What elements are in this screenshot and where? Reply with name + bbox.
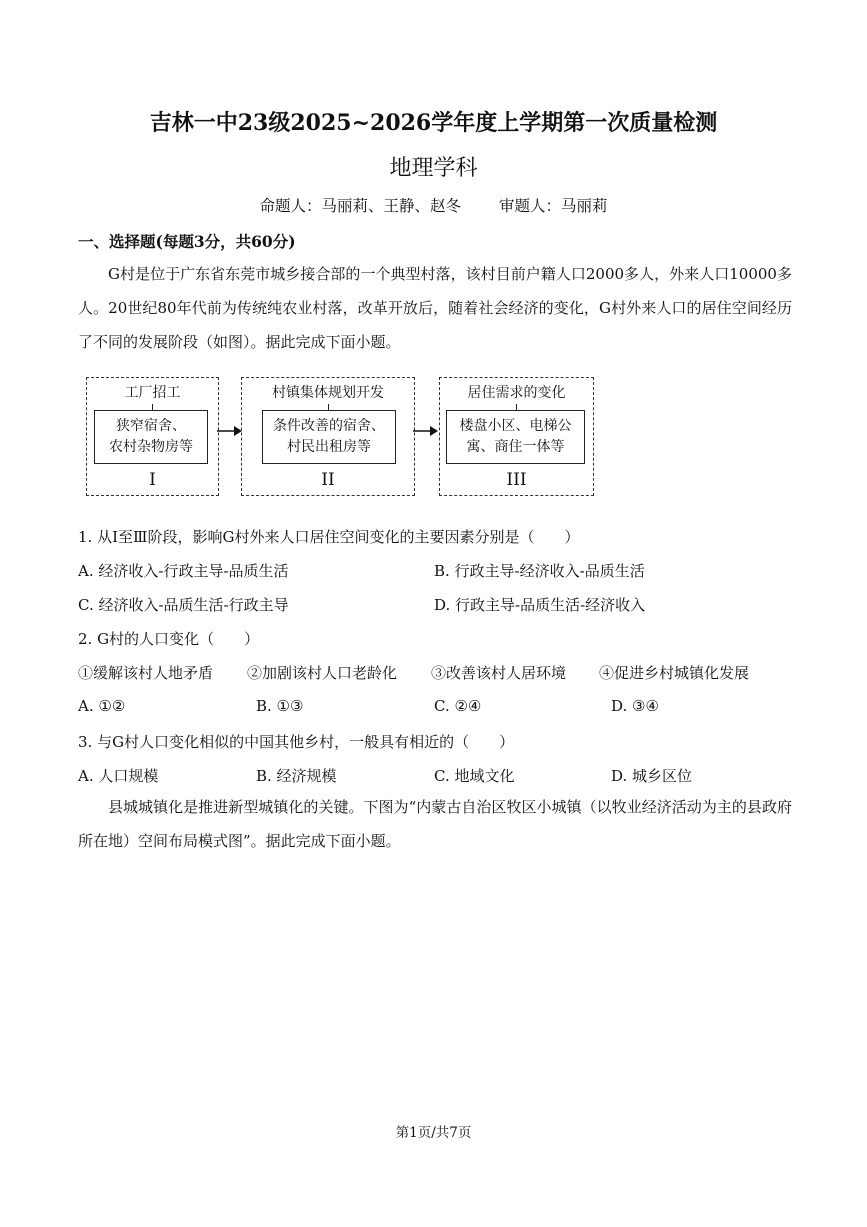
stage-3-numeral: III	[506, 470, 527, 490]
stage-2-numeral: II	[321, 470, 335, 490]
q3-option-d: D. 城乡区位	[611, 767, 693, 785]
stage-1-line2: 农村杂物房等	[109, 439, 193, 455]
arrow-1-icon	[217, 425, 243, 437]
question-reviewer: 审题人：马丽莉	[499, 197, 608, 215]
page-footer: 第1页/共7页	[395, 1125, 472, 1141]
stage-2-inner	[262, 410, 396, 464]
q1-option-d: D. 行政主导-品质生活-经济收入	[434, 596, 646, 614]
q1-option-a: A. 经济收入-行政主导-品质生活	[78, 562, 289, 580]
q3-option-a: A. 人口规模	[78, 767, 159, 785]
q2-statement-2: ②加剧该村人口老龄化	[247, 664, 398, 682]
stage-2-head: 村镇集体规划开发	[272, 385, 384, 401]
passage-county-urbanization: 县城城镇化是推进新型城镇化的关键。下图为“内蒙古自治区牧区小城镇（以牧业经济活动为主的县政府所在地）空间布局模式图”。据此完成下面小题。	[78, 798, 792, 850]
passage-g-village: G村是位于广东省东莞市城乡接合部的一个典型村落，该村目前户籍人口2000多人，外来人口10000多人。20世纪80年代前为传统纯农业村落，改革开放后，随着社会经济的变化，G村外来人口的居住空间经历了不同的发展阶段（如图）。据此完成下面小题。	[78, 265, 792, 351]
exam-title: 吉林一中23级2025~2026学年度上学期第一次质量检测	[149, 110, 718, 136]
stage-1-head: 工厂招工	[124, 385, 181, 401]
stage-3-inner	[446, 410, 585, 464]
question-setter: 命题人：马丽莉、王静、赵冬	[259, 197, 461, 215]
stage-3-line2: 寓、商住一体等	[466, 439, 565, 455]
stage-3-line1: 楼盘小区、电梯公	[459, 418, 572, 434]
subject-title: 地理学科	[389, 156, 478, 181]
q2-option-d: D. ③④	[611, 697, 659, 715]
q3-stem: 3. 与G村人口变化相似的中国其他乡村，一般具有相近的（ ）	[78, 733, 515, 751]
q2-option-c: C. ②④	[434, 697, 482, 715]
q1-stem: 1. 从Ⅰ至Ⅲ阶段，影响G村外来人口居住空间变化的主要因素分别是（ ）	[78, 528, 580, 546]
q2-stem: 2. G村的人口变化（ ）	[78, 630, 260, 648]
q2-option-b: B. ①③	[256, 697, 304, 715]
q2-statement-3: ③改善该村人居环境	[431, 664, 567, 682]
stage-3-head: 居住需求的变化	[467, 385, 566, 401]
q2-option-a: A. ①②	[78, 697, 126, 715]
stage-1-line1: 狭窄宿舍、	[116, 418, 186, 434]
q1-option-b: B. 行政主导-经济收入-品质生活	[434, 562, 645, 580]
q1-option-c: C. 经济收入-品质生活-行政主导	[78, 596, 289, 614]
section-heading: 一、选择题(每题3分，共60分)	[78, 232, 296, 251]
stage-1-inner	[94, 410, 208, 464]
stage-2-line1: 条件改善的宿舍、	[273, 418, 385, 434]
stage-2-line2: 村民出租房等	[287, 439, 371, 455]
stage-1-numeral: I	[149, 470, 156, 490]
authors-line	[0, 194, 867, 216]
q3-option-b: B. 经济规模	[256, 767, 337, 785]
q2-statement-1: ①缓解该村人地矛盾	[78, 664, 214, 682]
arrow-2-icon	[413, 425, 439, 437]
q3-option-c: C. 地域文化	[434, 767, 515, 785]
q2-statement-4: ④促进乡村城镇化发展	[599, 664, 750, 682]
